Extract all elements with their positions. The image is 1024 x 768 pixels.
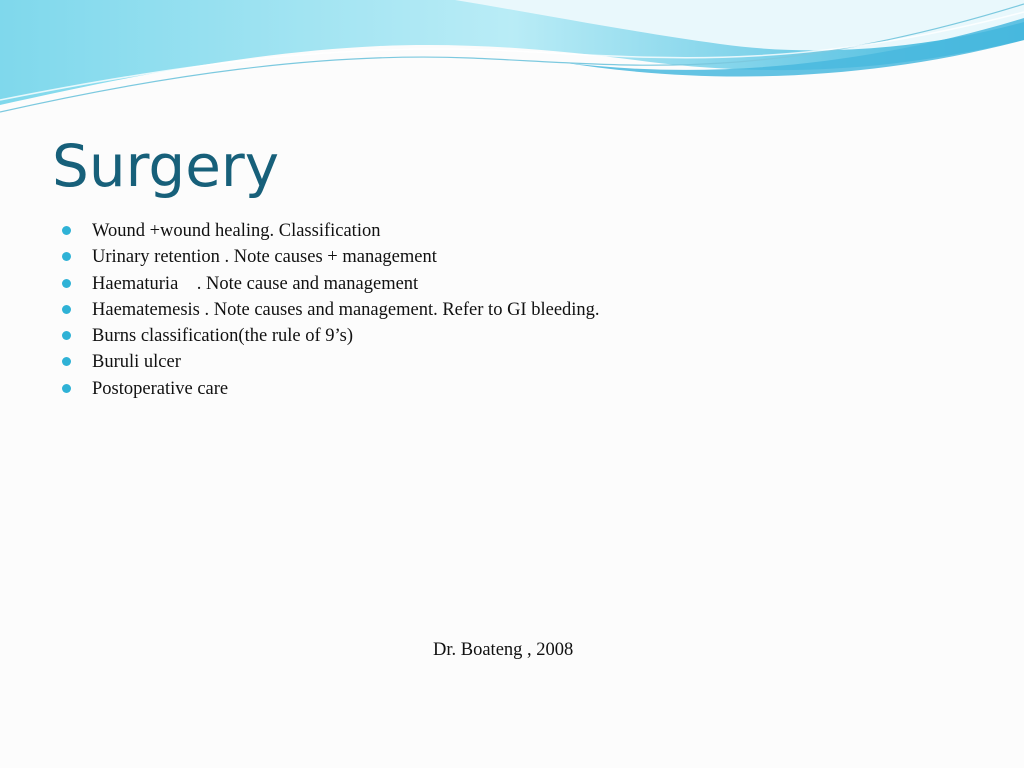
bullet-text: Burns classification(the rule of 9’s) bbox=[92, 326, 353, 347]
list-item bbox=[62, 244, 437, 270]
bullet-text: Urinary retention . Note causes + management bbox=[92, 247, 437, 268]
list-item bbox=[62, 297, 600, 323]
bullet-text: Haematemesis . Note causes and management. Refer to GI bleeding. bbox=[92, 299, 600, 320]
bullet-list bbox=[62, 218, 600, 402]
list-item bbox=[62, 349, 181, 375]
bullet-text: Buruli ulcer bbox=[92, 352, 181, 373]
bullet-dot-icon bbox=[62, 331, 71, 340]
list-item bbox=[62, 376, 229, 402]
bullet-text: Postoperative care bbox=[92, 378, 229, 399]
bullet-dot-icon bbox=[62, 252, 71, 261]
author-footer: Dr. Boateng , 2008 bbox=[433, 640, 574, 660]
bullet-dot-icon bbox=[62, 305, 71, 314]
bullet-text: Haematuria . Note cause and management bbox=[92, 273, 419, 294]
bullet-dot-icon bbox=[62, 226, 71, 235]
bullet-dot-icon bbox=[62, 384, 71, 393]
bullet-text: Wound +wound healing. Classification bbox=[92, 221, 381, 241]
bullet-dot-icon bbox=[62, 279, 71, 288]
slide-title: Surgery bbox=[52, 132, 280, 200]
header-wave-decoration bbox=[0, 0, 1024, 120]
list-item bbox=[62, 271, 419, 297]
list-item bbox=[62, 323, 353, 349]
bullet-dot-icon bbox=[62, 357, 71, 366]
list-item bbox=[62, 218, 381, 244]
